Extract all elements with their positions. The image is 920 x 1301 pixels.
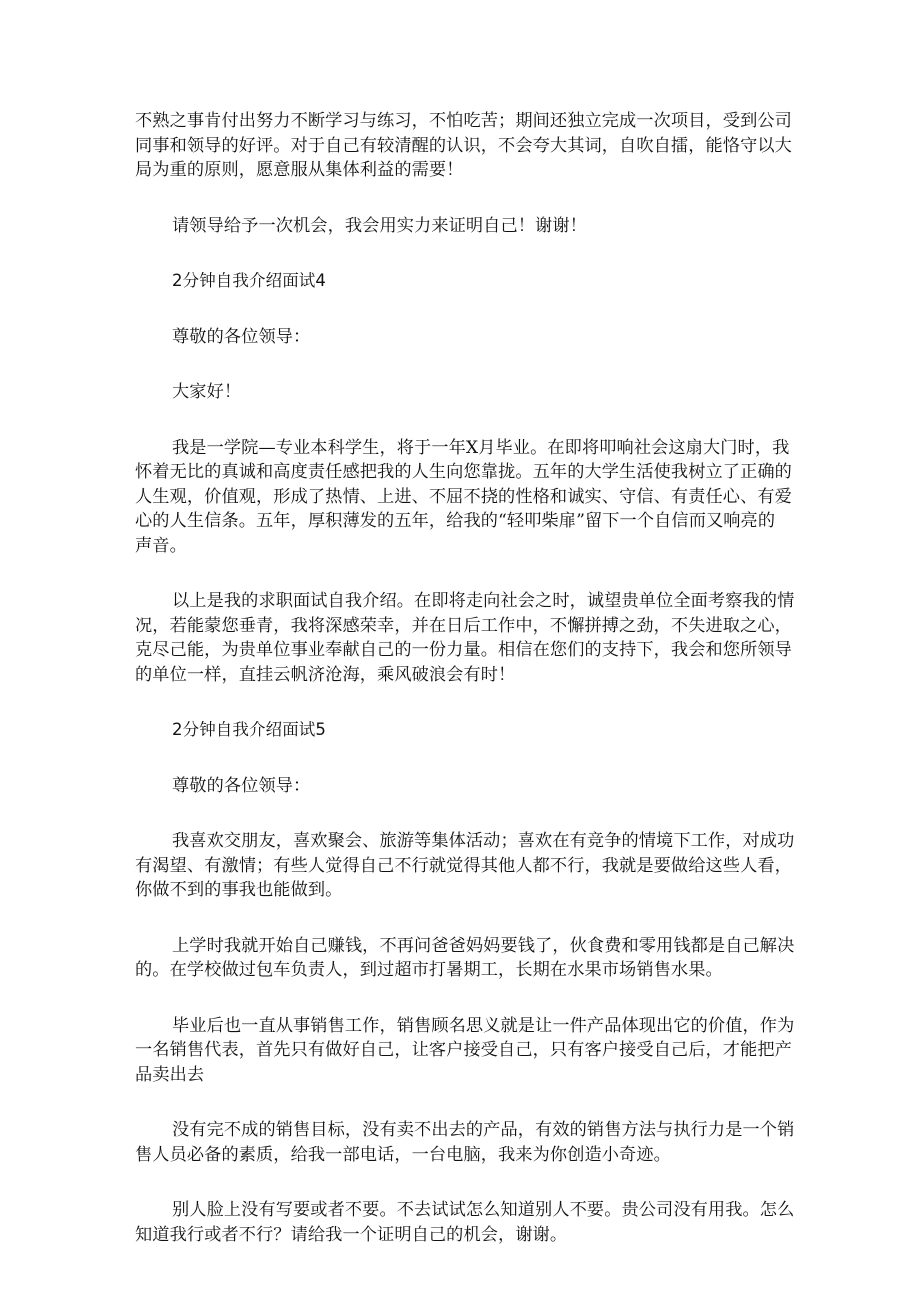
text-line: 上学时我就开始自己赚钱，不再问爸爸妈妈要钱了，伙食费和零用钱都是自己解决: [172, 935, 795, 956]
paragraph-personality: [135, 829, 795, 903]
text-line: 一名销售代表，首先只有做好自己，让客户接受自己，只有客户接受自己后，才能把产: [135, 1040, 792, 1060]
text-line: 知道我行或者不行？请给我一个证明自己的机会，谢谢。: [135, 1224, 568, 1245]
greeting: [135, 380, 779, 405]
text-line: 我喜欢交朋友，喜欢聚会、旅游等集体活动；喜欢在有竞争的情境下工作，对成功: [172, 831, 795, 851]
text-line: 人生观，价值观，形成了热情、上进、不屈不挠的性格和诚实、守信、有责任心、有爱: [135, 486, 792, 507]
text-line: 怀着无比的真诚和高度责任感把我的人生向您靠拢。五年的大学生活使我树立了正确的: [135, 462, 792, 482]
text-line: 请领导给予一次机会，我会用实力来证明自己！谢谢！: [172, 215, 587, 236]
text-line: 售人员必备的素质，给我一部电话，一台电脑，我来为你创造小奇迹。: [135, 1144, 671, 1165]
document-body: [135, 109, 795, 1278]
text-line: 克尽己能，为贵单位事业奉献自己的一份力量。相信在您们的支持下，我会和您所领导: [135, 640, 792, 660]
text-line: 有渴望、有激情；有些人觉得自己不行就觉得其他人都不行，我就是要做给这些人看，: [135, 855, 792, 876]
text-line: 别人脸上没有写要或者不要。不去试试怎么知道别人不要。贵公司没有用我。怎么: [172, 1200, 795, 1220]
paragraph-school-experience: [135, 934, 795, 983]
paragraph-introduction: [135, 436, 792, 559]
heading-text: 2分钟自我介绍面试5: [172, 720, 326, 739]
section-heading-4: [135, 269, 779, 294]
paragraph-final-request: [135, 1198, 795, 1247]
text-line: 不熟之事肯付出努力不断学习与练习，不怕吃苦；期间还独立完成一次项目，受到公司: [135, 111, 792, 131]
paragraph-closing-request: [135, 214, 779, 239]
text-line: 尊敬的各位领导：: [172, 326, 311, 347]
text-line: 毕业后也一直从事销售工作，销售顾名思义就是让一件产品体现出它的价值，作为: [172, 1015, 795, 1036]
salutation: [135, 774, 779, 799]
section-heading-5: [135, 718, 779, 743]
text-line: 我是一学院—专业本科学生，将于一年X月毕业。在即将叩响社会这扇大门时，我: [172, 437, 790, 458]
text-line: 你做不到的事我也能做到。: [135, 880, 343, 900]
paragraph-sales-work: [135, 1014, 795, 1088]
text-line: 品卖出去: [135, 1064, 205, 1085]
paragraph-conclusion: [135, 589, 795, 687]
text-line: 局为重的原则，愿意服从集体利益的需要！: [135, 160, 464, 180]
text-line: 的单位一样，直挂云帆济沧海，乘风破浪会有时！: [135, 664, 516, 685]
text-line: 尊敬的各位领导：: [172, 775, 311, 796]
text-line: 声音。: [135, 535, 187, 556]
text-line: 况，若能蒙您垂青，我将深感荣幸，并在日后工作中，不懈拼搏之劲，不失进取之心，: [135, 615, 792, 636]
text-line: 大家好！: [172, 382, 242, 402]
paragraph-sales-goals: [135, 1118, 795, 1167]
text-line: 以上是我的求职面试自我介绍。在即将走向社会之时，诚望贵单位全面考察我的情: [172, 591, 795, 611]
heading-text: 2分钟自我介绍面试4: [172, 271, 326, 290]
salutation: [135, 325, 779, 350]
text-line: 没有完不成的销售目标，没有卖不出去的产品，有效的销售方法与执行力是一个销: [172, 1120, 795, 1140]
text-line: 的。在学校做过包车负责人，到过超市打暑期工，长期在水果市场销售水果。: [135, 960, 723, 980]
text-line: 同事和领导的好评。对于自己有较清醒的认识，不会夸大其词，自吹自擂，能恪守以大: [135, 135, 792, 156]
text-line: 心的人生信条。五年，厚积薄发的五年，给我的“轻叩柴扉”留下一个自信而又响亮的: [135, 511, 776, 531]
paragraph-continuation: [135, 109, 792, 183]
